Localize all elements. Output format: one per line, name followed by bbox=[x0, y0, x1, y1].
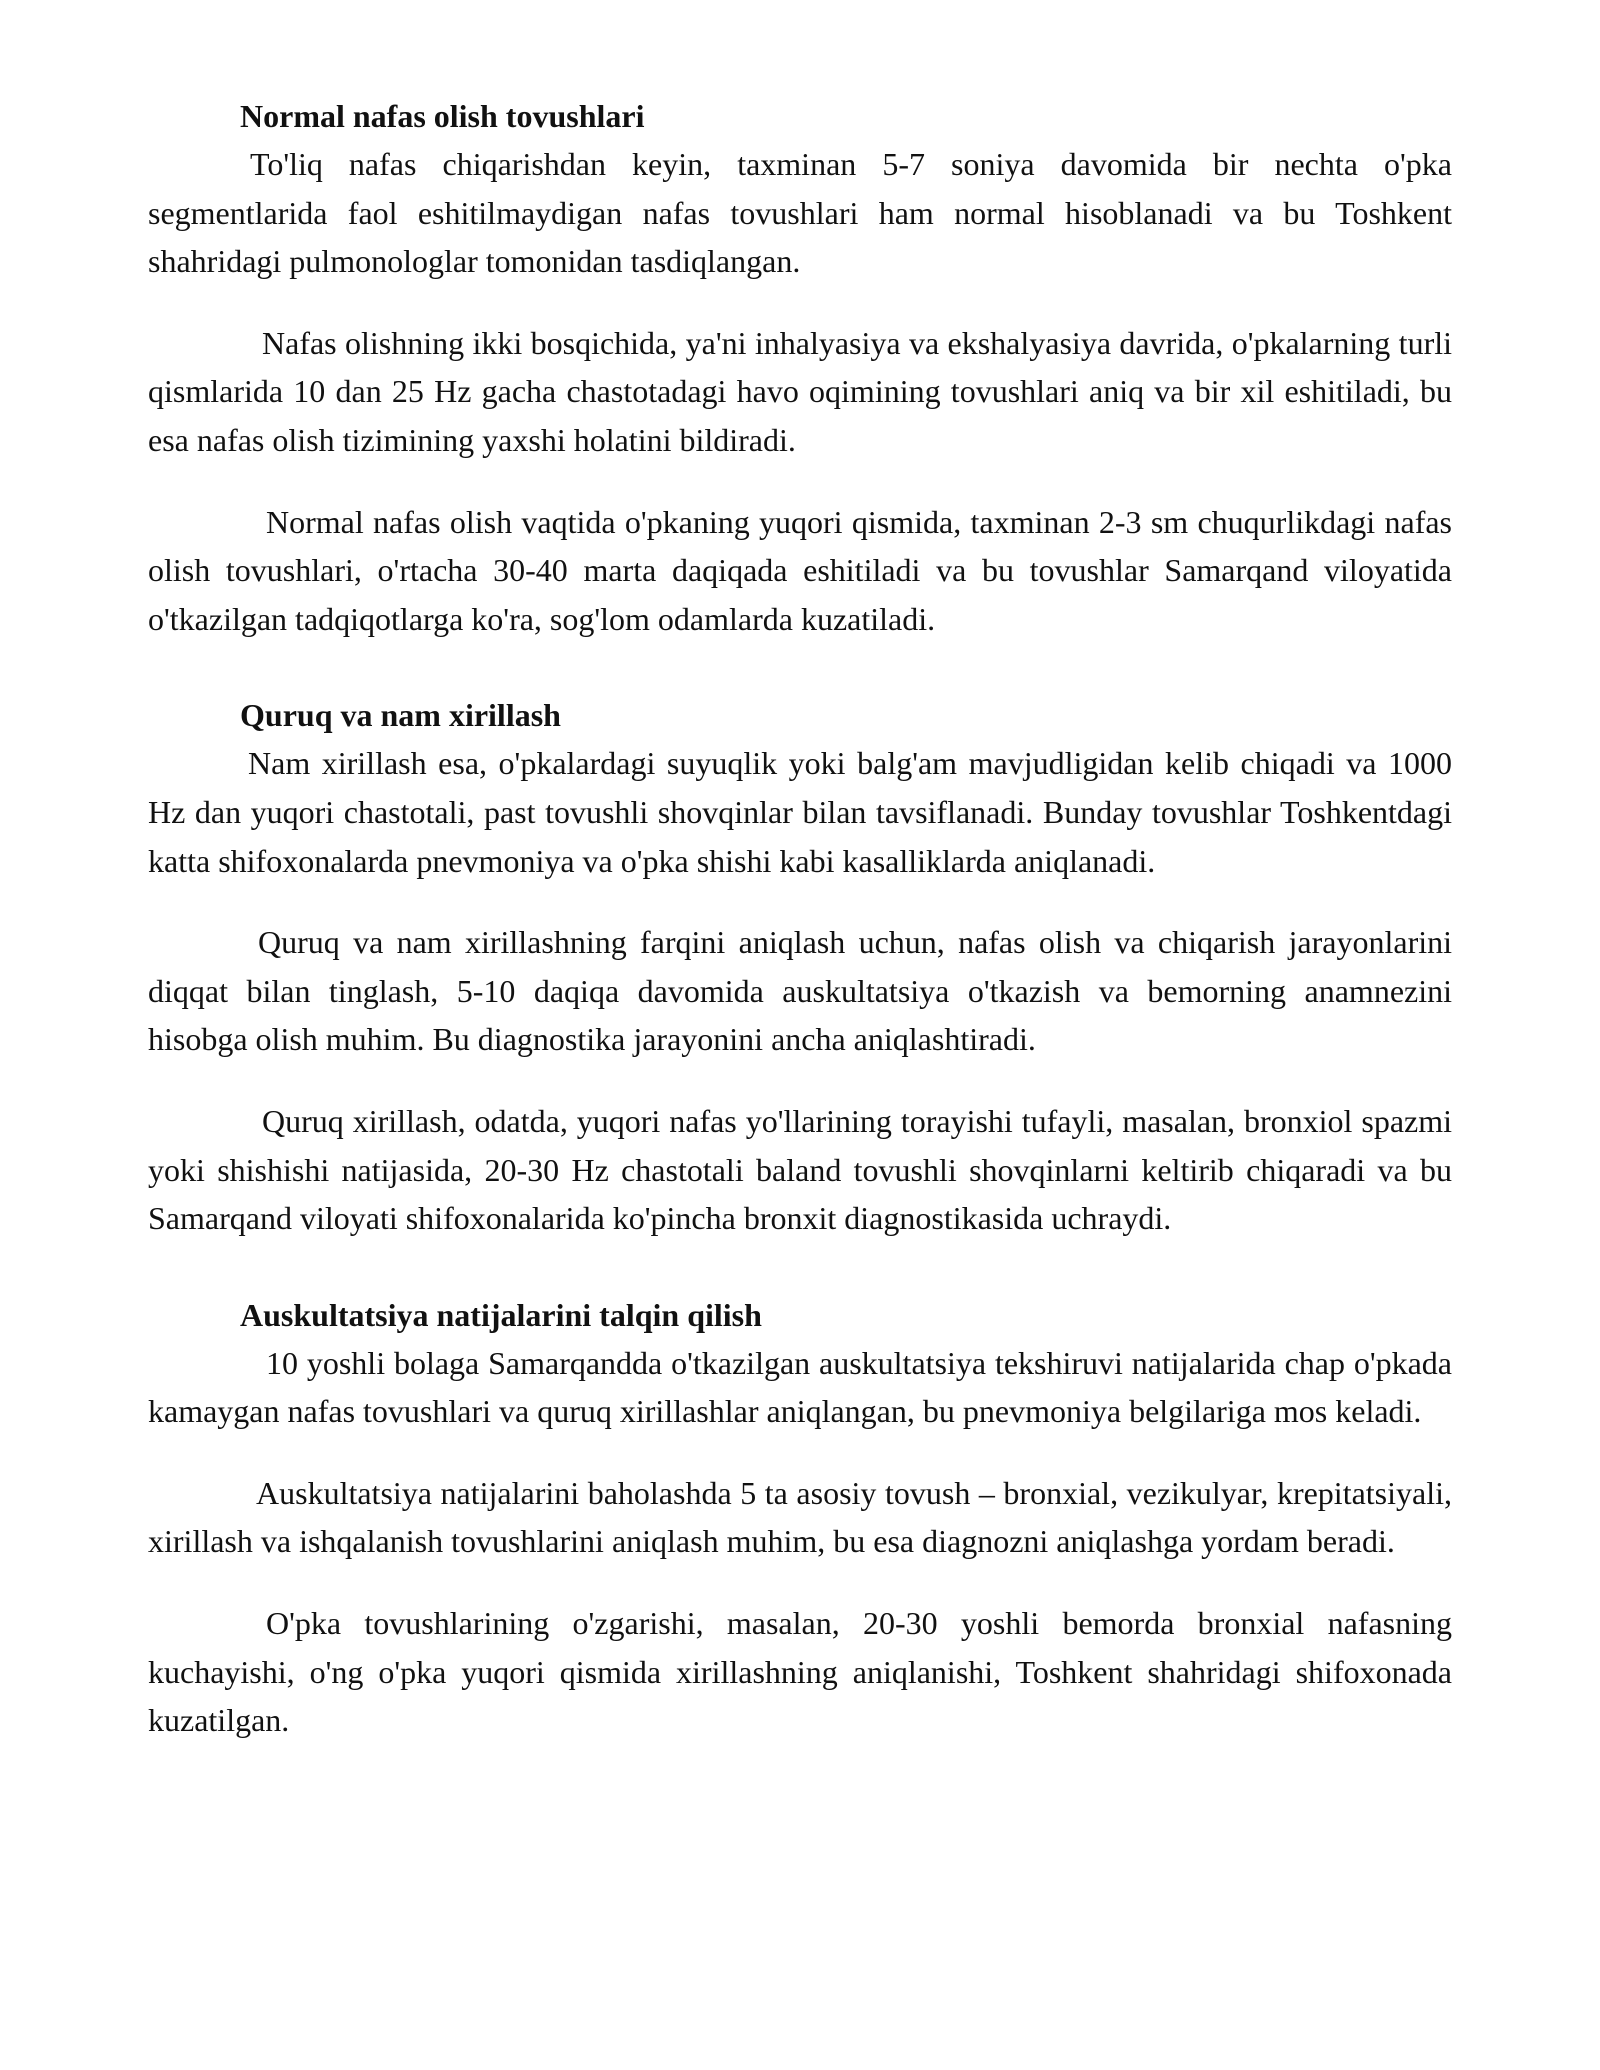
paragraph: Nafas olishning ikki bosqichida, ya'ni inhalyasiya va ekshalyasiya davrida, o'pkalarning turli qismlarida 10 dan 25 Hz gacha chastotadagi havo oqimining tovushlari aniq va bir xil eshitiladi, bu esa nafas olish tizimining yaxshi holatini bildiradi. bbox=[148, 324, 1452, 458]
paragraph: 10 yoshli bolaga Samarqandda o'tkazilgan auskultatsiya tekshiruvi natijalarida chap o'pkada kamaygan nafas tovushlari va quruq xirillashlar aniqlangan, bu pnevmoniya belgilariga mos keladi. bbox=[148, 1344, 1452, 1430]
section-heading: Quruq va nam xirillash bbox=[240, 697, 561, 734]
paragraph: Auskultatsiya natijalarini baholashda 5 ta asosiy tovush – bronxial, vezikulyar, krepitatsiyali, xirillash va ishqalanish tovushlarini aniqlash muhim, bu esa diagnozni aniqlashga yordam beradi. bbox=[148, 1474, 1452, 1560]
section-dry-and-wet-crackles bbox=[148, 691, 1452, 1242]
paragraph: Normal nafas olish vaqtida o'pkaning yuqori qismida, taxminan 2-3 sm chuqurlikdagi nafas olish tovushlari, o'rtacha 30-40 marta daqiqada eshitiladi va bu tovushlar Samarqand viloyatida o'tkazilgan tadqiqotlarga ko'ra, sog'lom odamlarda kuzatiladi. bbox=[148, 503, 1452, 637]
section-normal-breath-sounds bbox=[148, 92, 1452, 643]
paragraph: Quruq xirillash, odatda, yuqori nafas yo'llarining torayishi tufayli, masalan, bronxiol spazmi yoki shishishi natijasida, 20-30 Hz chastotali baland tovushli shovqinlarni keltirib chiqaradi va bu Samarqand viloyati shifoxonalarida ko'pincha bronxit diagnostikasida uchraydi. bbox=[148, 1102, 1452, 1237]
paragraph: Quruq va nam xirillashning farqini aniqlash uchun, nafas olish va chiqarish jarayonlarini diqqat bilan tinglash, 5-10 daqiqa davomida auskultatsiya o'tkazish va bemorning anamnezini hisobga olish muhim. Bu diagnostika jarayonini ancha aniqlashtiradi. bbox=[148, 924, 1452, 1058]
paragraph: Nam xirillash esa, o'pkalardagi suyuqlik yoki balg'am mavjudligidan kelib chiqadi va 1000 Hz dan yuqori chastotali, past tovushli shovqinlar bilan tavsiflanadi. Bunday tovushlar Toshkentdagi katta shifoxonalarda pnevmoniya va o'pka shishi kabi kasalliklarda aniqlanadi. bbox=[148, 745, 1452, 879]
paragraph: O'pka tovushlarining o'zgarishi, masalan, 20-30 yoshli bemorda bronxial nafasning kuchayishi, o'ng o'pka yuqori qismida xirillashning aniqlanishi, Toshkent shahridagi shifoxonada kuzatilgan. bbox=[148, 1605, 1452, 1739]
paragraph: To'liq nafas chiqarishdan keyin, taxminan 5-7 soniya davomida bir nechta o'pka segmentlarida faol eshitilmaydigan nafas tovushlari ham normal hisoblanadi va bu Toshkent shahridagi pulmonologlar tomonidan tasdiqlangan. bbox=[148, 146, 1452, 280]
section-auscultation-interpretation bbox=[148, 1291, 1452, 1745]
section-heading: Auskultatsiya natijalarini talqin qilish bbox=[240, 1296, 762, 1333]
section-heading: Normal nafas olish tovushlari bbox=[240, 98, 645, 134]
